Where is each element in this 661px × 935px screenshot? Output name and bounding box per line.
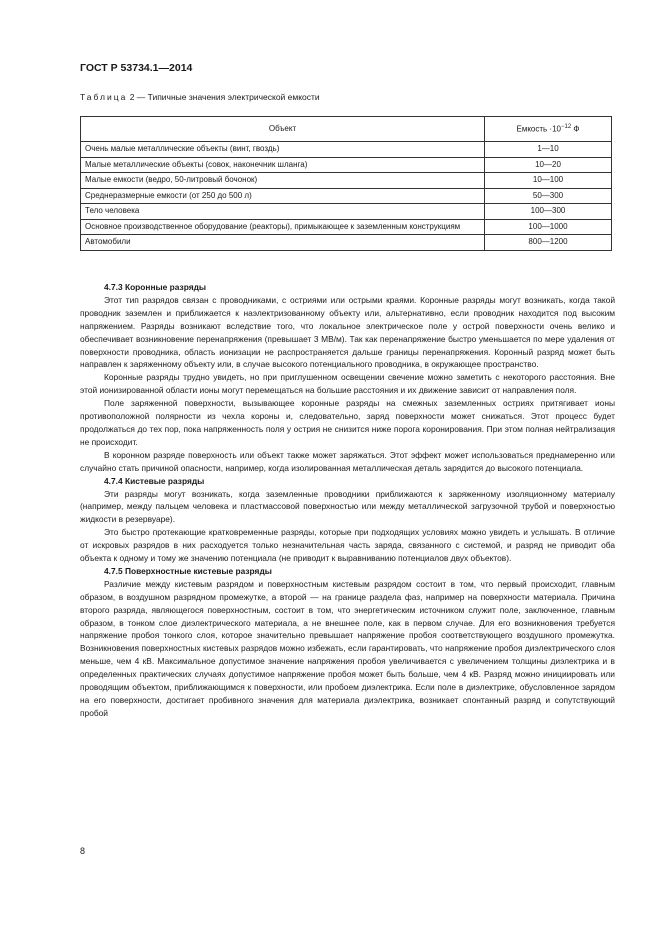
column-header-object: Объект [81, 117, 485, 142]
table-caption-label: Таблица [80, 92, 128, 102]
paragraph: Этот тип разрядов связан с проводниками, с остриями или острыми краями. Коронные разряды могут возникать, когда такой проводник заземлен и приближается к наэлектризованному объекту или, альтернативно, если проводник находится под высоким напряжением. Разряды возникают вследствие того, что локальное электрическое поле у острой поверхности очень велико и обеспечивает возникновение перенапряжения (превышает 3 МВ/м). Так как перенапряжение быстро уменьшается по мере удаления от поверхности проводника, область ионизации не распространяется дальше границы перенапряжения. Коронный разряд может быть направлен к заряженному объекту или, в случае высокого потенциального проводника, в окружающее пространство. [80, 294, 615, 370]
column-header-capacitance [485, 117, 612, 142]
object-cell: Тело человека [81, 204, 485, 220]
paragraph: В коронном разряде поверхность или объект также может заряжаться. Этот эффект может использоваться преднамеренно или случайно стать причиной опасности, например, когда изолированная металлическая деталь зарядится до высокого потенциала. [80, 449, 615, 473]
table-row [81, 188, 612, 204]
object-cell: Автомобили [81, 235, 485, 251]
table-row [81, 142, 612, 158]
table-row [81, 235, 612, 251]
standard-header: ГОСТ Р 53734.1—2014 [80, 62, 193, 74]
value-cell: 100—300 [485, 204, 612, 220]
paragraph: Эти разряды могут возникать, когда заземленные проводники приближаются к заряженному изоляционному материалу (например, между пальцем человека и пластмассовой поверхностью или между металлической загрузочной трубой и поверхностью жидкости в резервуаре). [80, 488, 615, 525]
value-cell: 800—1200 [485, 235, 612, 251]
body-text [80, 281, 615, 720]
value-cell: 10—20 [485, 157, 612, 173]
value-cell: 1—10 [485, 142, 612, 158]
value-cell: 100—1000 [485, 219, 612, 235]
table-row [81, 157, 612, 173]
section-heading-4-7-5: 4.7.5 Поверхностные кистевые разряды [104, 565, 272, 576]
table-caption [80, 92, 320, 102]
paragraph: Различие между кистевым разрядом и поверхностным кистевым разрядом состоит в том, что первый происходит, главным образом, в воздушном разрядном промежутке, а второй — на границе раздела фаз, например на поверхности материала. Причина второго разряда, являющегося поверхностным, состоит в том, что энергетическим источником служит поле, заключенное, главным образом, в тонком слое диэлектрического материала, а не внешнее поле, как в первом случае. Для его возникновения требуется напряжение пробоя тонкого слоя, которое значительно превышает напряжение пробоя соответствующего воздушного промежутка. Возникновения поверхностных кистевых разрядов можно избежать, если гарантировать, что напряжение пробоя диэлектрического слоя меньше, чем 4 кВ. Максимальное допустимое значение напряжения пробоя увеличивается с увеличением толщины диэлектрика и в определенных практических случаях допустимое напряжение пробоя может быть больше, чем 4 кВ. Разряд можно инициировать или проводящим объектом, приближающимся к поверхности, или пробоем диэлектрика. Если поле в диэлектрике, обусловленное зарядом на его поверхности, достигает пробивного значения для материала диэлектрика, возникает спонтанный разряд и сопутствующий пробой [80, 578, 615, 718]
capacitance-exponent: −12 [561, 124, 572, 131]
section-heading-4-7-3: 4.7.3 Коронные разряды [104, 282, 207, 292]
object-cell: Малые емкости (ведро, 50-литровый бочонок) [81, 173, 485, 189]
value-cell: 50—300 [485, 188, 612, 204]
table-caption-text: 2 — Типичные значения электрической емкости [127, 92, 320, 102]
object-cell: Очень малые металлические объекты (винт, гвоздь) [81, 142, 485, 158]
capacitance-table [80, 116, 612, 251]
table-row [81, 173, 612, 189]
section-heading-4-7-4: 4.7.4 Кистевые разряды [104, 475, 205, 486]
capacitance-unit: Ф [571, 125, 580, 135]
table-header-row [81, 117, 612, 142]
table-row [81, 219, 612, 235]
paragraph: Поле заряженной поверхности, вызывающее коронные разряды на смежных заземленных остриях притягивает ионы противоположной полярности из чехла короны и, следовательно, заряд поверхности может снижаться. Этот процесс будет продолжаться до тех пор, пока напряженность поля у острия не снизится ниже порога коронирования. При этом полная нейтрализация не происходит. [80, 398, 615, 447]
table-row [81, 204, 612, 220]
capacitance-prefix: Емкость ·10 [516, 125, 561, 135]
paragraph: Коронные разряды трудно увидеть, но при приглушенном освещении свечение можно заметить с некоторого расстояния. Вне этой ионизированной области ионы могут перемещаться на большие расстояния и их движение зависит от направления поля. [80, 372, 615, 396]
object-cell: Малые металлические объекты (совок, наконечник шланга) [81, 157, 485, 173]
paragraph: Это быстро протекающие кратковременные разряды, которые при подходящих условиях можно увидеть и услышать. В отличие от искровых разрядов в них расходуется только незначительная часть заряда, связанного с системой, и разряд не приводит оба объекта к одному и тому же значению потенциала (не приводит к выравниванию потенциалов двух объектов). [80, 527, 615, 564]
page-number: 8 [80, 846, 86, 856]
object-cell: Среднеразмерные емкости (от 250 до 500 л) [81, 188, 485, 204]
value-cell: 10—100 [485, 173, 612, 189]
object-cell: Основное производственное оборудование (реакторы), примыкающее к заземленным конструкциям [81, 219, 485, 235]
